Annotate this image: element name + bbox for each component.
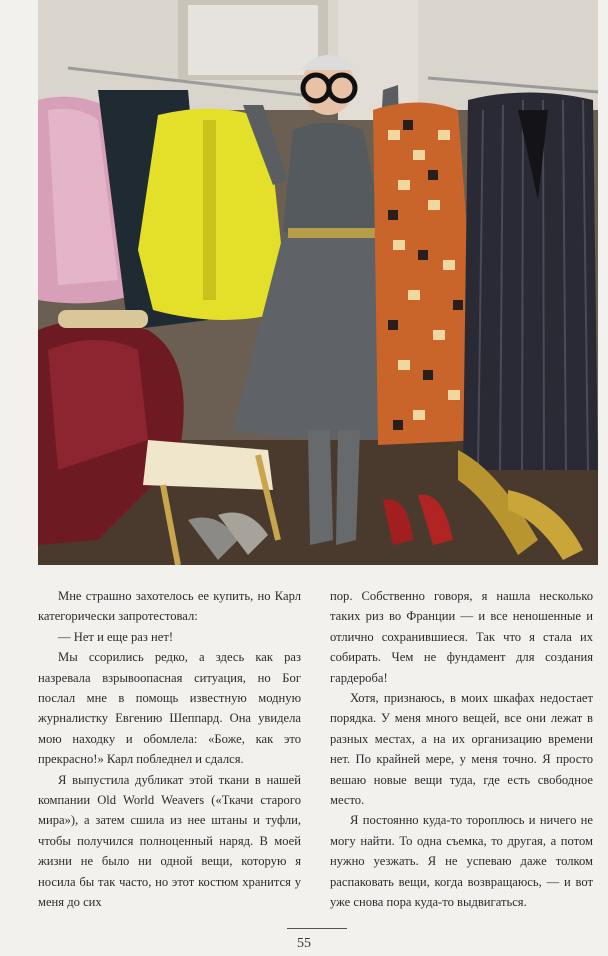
paragraph-continuation: пор. Собственно говоря, я нашла несколько таких риз во Франции — и все неношенные и отлично сохранившиеся. Так что я стала их собирать. Чем не фундамент для создания гардероба!	[330, 589, 593, 685]
left-text-column	[38, 586, 301, 913]
paragraph: Я выпустила дубликат этой ткани в нашей компании Old World Weavers («Ткачи старого мира»), а затем сшила из нее штаны и туфли, чтобы получился полноценный наряд. В моей жизни не было ни одной вещи, которую я носила бы так часто, но этот костюм хранится у меня до сих	[38, 772, 301, 910]
right-text-column	[330, 586, 593, 913]
wardrobe-photo-illustration	[38, 0, 598, 565]
paragraph: — Нет и еще раз нет!	[58, 629, 174, 644]
paragraph: Хотя, признаюсь, в моих шкафах недостает порядка. У меня много вещей, все они лежат в разных местах, а на их организацию времени нет. По крайней мере, у меня точно. Я просто вешаю новые вещи туда, где есть свободное место.	[330, 691, 593, 808]
wardrobe-photo	[38, 0, 598, 565]
footer-rule	[287, 928, 347, 929]
paragraph: Мы ссорились редко, а здесь как раз назревала взрывоопасная ситуация, но Бог послал мне в помощь известную модную журналистку Евгению Шеппард. Она увидела мою находку и обомлела: «Боже, как это прекрасно!» Карл побледнел и сдался.	[38, 650, 301, 767]
page-number: 55	[297, 936, 311, 951]
paragraph: Мне страшно захотелось ее купить, но Карл категорически запротестовал:	[38, 589, 301, 624]
paragraph: Я постоянно куда-то тороплюсь и ничего не могу найти. То одна съемка, то другая, а потом нужно уезжать. Я не успеваю даже толком распаковать вещи, когда возвращаюсь, — и вот уже снова пора куда-то выдвигаться.	[330, 813, 593, 910]
